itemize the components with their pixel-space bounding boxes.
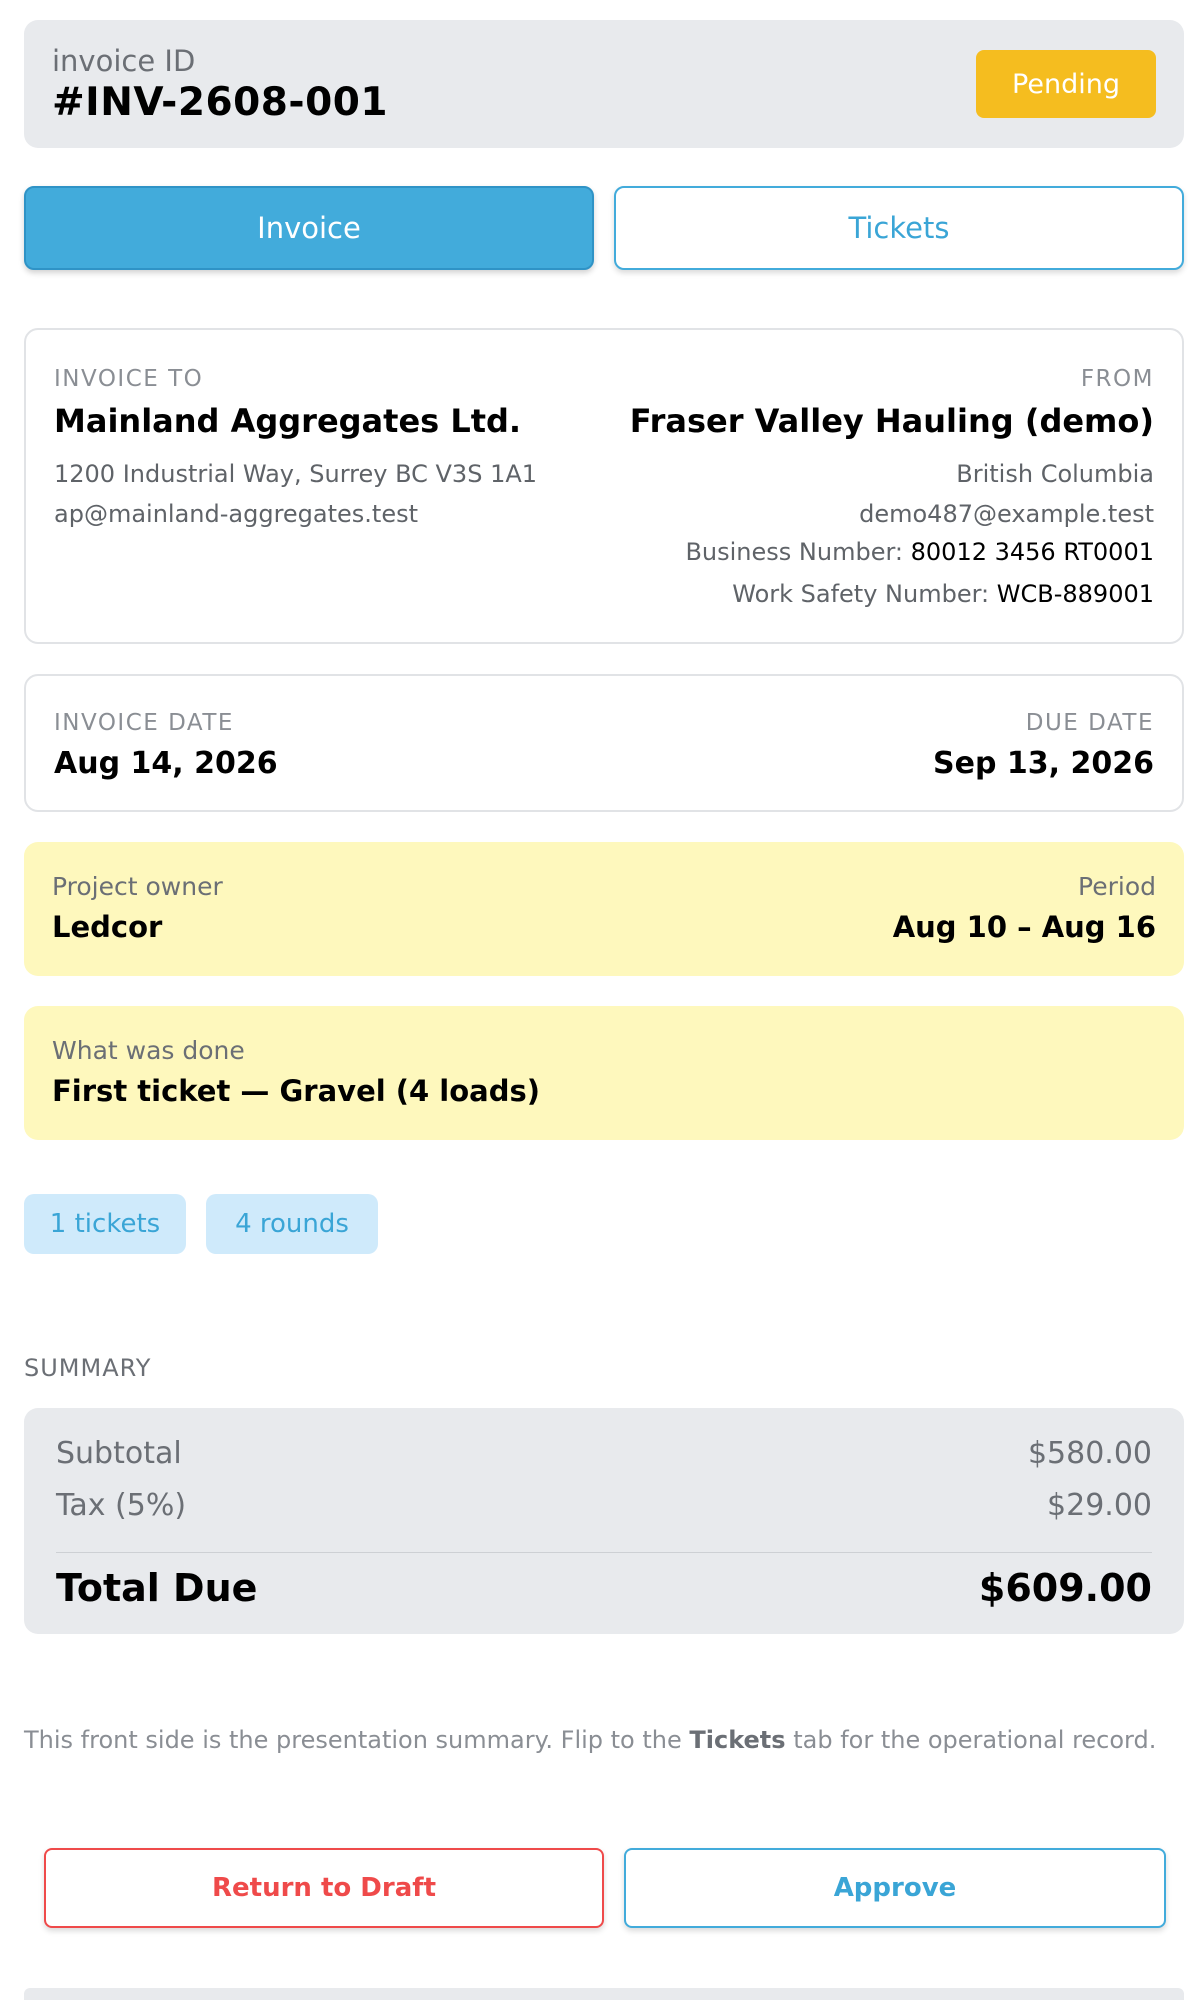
approve-button[interactable]: Approve xyxy=(624,1848,1166,1928)
tax-row xyxy=(56,1488,1152,1523)
tab-invoice[interactable]: Invoice xyxy=(24,186,594,270)
business-number-label: Business Number: xyxy=(685,538,903,566)
from-name: Fraser Valley Hauling (demo) xyxy=(629,402,1154,440)
total-value: $609.00 xyxy=(978,1566,1152,1610)
total-row xyxy=(56,1566,1152,1610)
project-owner-label: Project owner xyxy=(52,872,223,901)
summary-card xyxy=(24,1408,1184,1634)
invoice-to-name: Mainland Aggregates Ltd. xyxy=(54,402,522,440)
invoice-header xyxy=(24,20,1184,148)
parties-card xyxy=(24,328,1184,644)
summary-divider xyxy=(56,1552,1152,1553)
subtotal-label: Subtotal xyxy=(56,1436,182,1471)
worksafe-number-row xyxy=(732,580,1154,608)
invoice-id: #INV-2608-001 xyxy=(52,80,389,125)
project-card xyxy=(24,842,1184,976)
invoice-date-caption: INVOICE DATE xyxy=(54,710,234,736)
total-label: Total Due xyxy=(56,1566,258,1610)
worksafe-number: WCB-889001 xyxy=(996,580,1154,608)
work-done-card xyxy=(24,1006,1184,1140)
from-email: demo487@example.test xyxy=(859,500,1154,528)
due-date: Sep 13, 2026 xyxy=(933,746,1154,781)
work-done-label: What was done xyxy=(52,1036,245,1065)
dates-card xyxy=(24,674,1184,812)
worksafe-number-label: Work Safety Number: xyxy=(732,580,990,608)
note-text-bold: Tickets xyxy=(689,1726,786,1754)
business-number: 80012 3456 RT0001 xyxy=(910,538,1154,566)
tax-label: Tax (5%) xyxy=(56,1488,187,1523)
period-value: Aug 10 – Aug 16 xyxy=(892,910,1156,944)
summary-caption: SUMMARY xyxy=(24,1354,152,1382)
period-label: Period xyxy=(1078,872,1156,901)
work-done-value: First ticket — Gravel (4 loads) xyxy=(52,1074,541,1108)
invoice-date: Aug 14, 2026 xyxy=(54,746,278,781)
subtotal-row xyxy=(56,1436,1152,1471)
tab-tickets[interactable]: Tickets xyxy=(614,186,1184,270)
invoice-to-caption: INVOICE TO xyxy=(54,366,204,392)
tickets-count-pill: 1 tickets xyxy=(24,1194,186,1254)
from-caption: FROM xyxy=(1080,366,1154,392)
note-text-after: tab for the operational record. xyxy=(785,1726,1157,1754)
invoice-to-address: 1200 Industrial Way, Surrey BC V3S 1A1 xyxy=(54,460,538,488)
from-region: British Columbia xyxy=(956,460,1154,488)
business-number-row xyxy=(685,538,1154,566)
project-owner: Ledcor xyxy=(52,910,163,944)
bottom-panel-edge xyxy=(24,1988,1184,2000)
return-to-draft-button[interactable]: Return to Draft xyxy=(44,1848,604,1928)
invoice-to-email: ap@mainland-aggregates.test xyxy=(54,500,419,528)
subtotal-value: $580.00 xyxy=(1027,1436,1152,1471)
rounds-count-pill: 4 rounds xyxy=(206,1194,378,1254)
tax-value: $29.00 xyxy=(1047,1488,1152,1523)
presentation-note xyxy=(24,1726,1156,1754)
status-badge: Pending xyxy=(976,50,1156,118)
invoice-id-label: invoice ID xyxy=(52,44,196,78)
note-text-before: This front side is the presentation summary. Flip to the xyxy=(24,1726,690,1754)
due-date-caption: DUE DATE xyxy=(1025,710,1154,736)
